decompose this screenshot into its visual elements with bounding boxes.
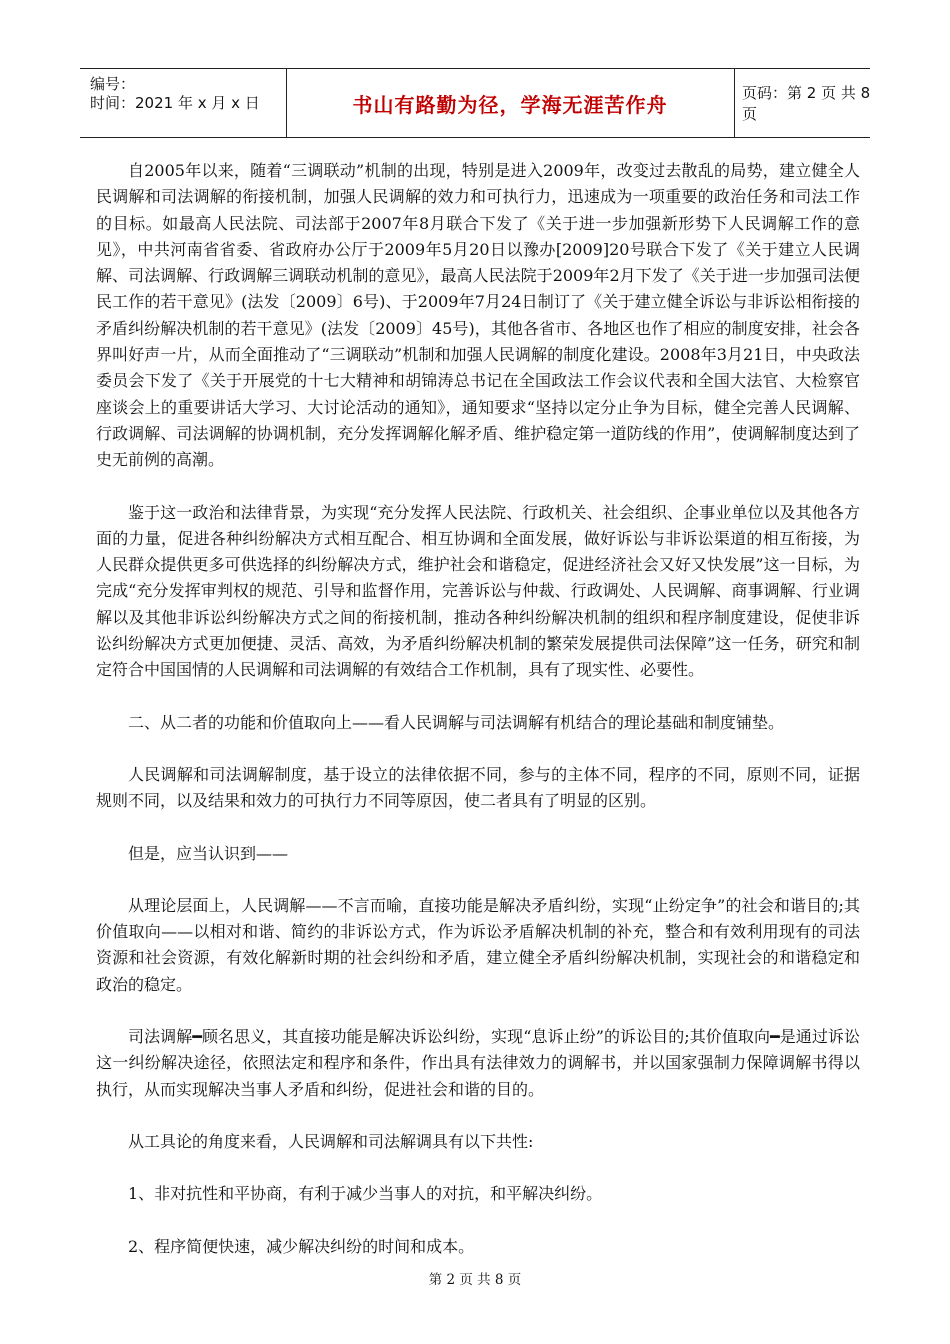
header-meta [80,69,287,137]
paragraph: 但是，应当认识到—— [128,843,289,863]
paragraph: 人民调解和司法调解制度，基于设立的法律依据不同，参与的主体不同，程序的不同，原则不同，证据规则不同，以及结果和效力的可执行力不同等原因，使二者具有了明显的区别。 [96,764,860,811]
header-page-label: 页码：第 2 页 共 8 页 [742,84,871,123]
paragraph: 司法调解━顾名思义，其直接功能是解决诉讼纠纷，实现“息诉止纷”的诉讼目的;其价值取向━是通过诉讼这一纠纷解决途径，依照法定和程序和条件，作出具有法律效力的调解书，并以国家强制力保障调解书得以执行，从而实现解决当事人矛盾和纠纷，促进社会和谐的目的。 [96,1027,860,1099]
document-body [96,158,860,1260]
time-label: 时间：2021 年 x 月 x 日 [90,94,260,112]
paragraph: 从工具论的角度来看，人民调解和司法解调具有以下共性: [128,1131,534,1151]
motto: 书山有路勤为径，学海无涯苦作舟 [352,92,668,117]
page-footer [0,1268,950,1288]
page-header [80,68,870,138]
section-heading: 二、从二者的功能和价值取向上——看人民调解与司法调解有机结合的理论基础和制度铺垫。 [128,712,785,732]
paragraph: 从理论层面上，人民调解——不言而喻，直接功能是解决矛盾纠纷，实现“止纷定争”的社会和谐目的;其价值取向——以相对和谐、简约的非诉讼方式，作为诉讼矛盾解决机制的补充，整合和有效利用现有的司法资源和社会资源，有效化解新时期的社会纠纷和矛盾，建立健全矛盾纠纷解决机制，实现社会的和谐稳定和政治的稳定。 [96,895,860,994]
number-label: 编号： [90,75,136,93]
header-motto-cell [286,69,735,137]
list-item: 2、程序简便快速，减少解决纠纷的时间和成本。 [128,1236,475,1256]
paragraph: 鉴于这一政治和法律背景，为实现“充分发挥人民法院、行政机关、社会组织、企事业单位以及其他各方面的力量，促进各种纠纷解决方式相互配合、相互协调和全面发展，做好诉讼与非诉讼渠道的相互衔接，为人民群众提供更多可供选择的纠纷解决方式，维护社会和谐稳定，促进经济社会又好又快发展”这一目标，为完成“充分发挥审判权的规范、引导和监督作用，完善诉讼与仲裁、行政调处、人民调解、商事调解、行业调解以及其他非诉讼纠纷解决方式之间的衔接机制，推动各种纠纷解决机制的组织和程序制度建设，促使非诉讼纠纷解决方式更加便捷、灵活、高效，为矛盾纠纷解决机制的繁荣发展提供司法保障”这一任务，研究和制定符合中国国情的人民调解和司法调解的有效结合工作机制，具有了现实性、必要性。 [96,502,860,680]
footer-page-label: 第 2 页 共 8 页 [428,1272,522,1288]
header-page-cell [734,69,878,137]
list-item: 1、非对抗性和平协商，有利于减少当事人的对抗，和平解决纠纷。 [128,1184,603,1204]
paragraph: 自2005年以来，随着“三调联动”机制的出现，特别是进入2009年，改变过去散乱的局势，建立健全人民调解和司法调解的衔接机制，加强人民调解的效力和可执行力，迅速成为一项重要的政治任务和司法工作的目标。如最高人民法院、司法部于2007年8月联合下发了《关于进一步加强新形势下人民调解工作的意见》，中共河南省省委、省政府办公厅于2009年5月20日以豫办[2009]20号联合下发了《关于建立人民调解、司法调解、行政调解三调联动机制的意见》，最高人民法院于2009年2月下发了《关于进一步加强司法便民工作的若干意见》(法发〔2009〕6号)、于2009年7月24日制订了《关于建立健全诉讼与非诉讼相衔接的矛盾纠纷解决机制的若干意见》(法发〔2009〕45号)，其他各省市、各地区也作了相应的制度安排，社会各界叫好声一片，从而全面推动了“三调联动”机制和加强人民调解的制度化建设。2008年3月21日，中央政法委员会下发了《关于开展党的十七大精神和胡锦涛总书记在全国政法工作会议代表和全国大法官、大检察官座谈会上的重要讲话大学习、大讨论活动的通知》，通知要求“坚持以定分止争为目标，健全完善人民调解、行政调解、司法调解的协调机制，充分发挥调解化解矛盾、维护稳定第一道防线的作用”，使调解制度达到了史无前例的高潮。 [96,161,860,470]
